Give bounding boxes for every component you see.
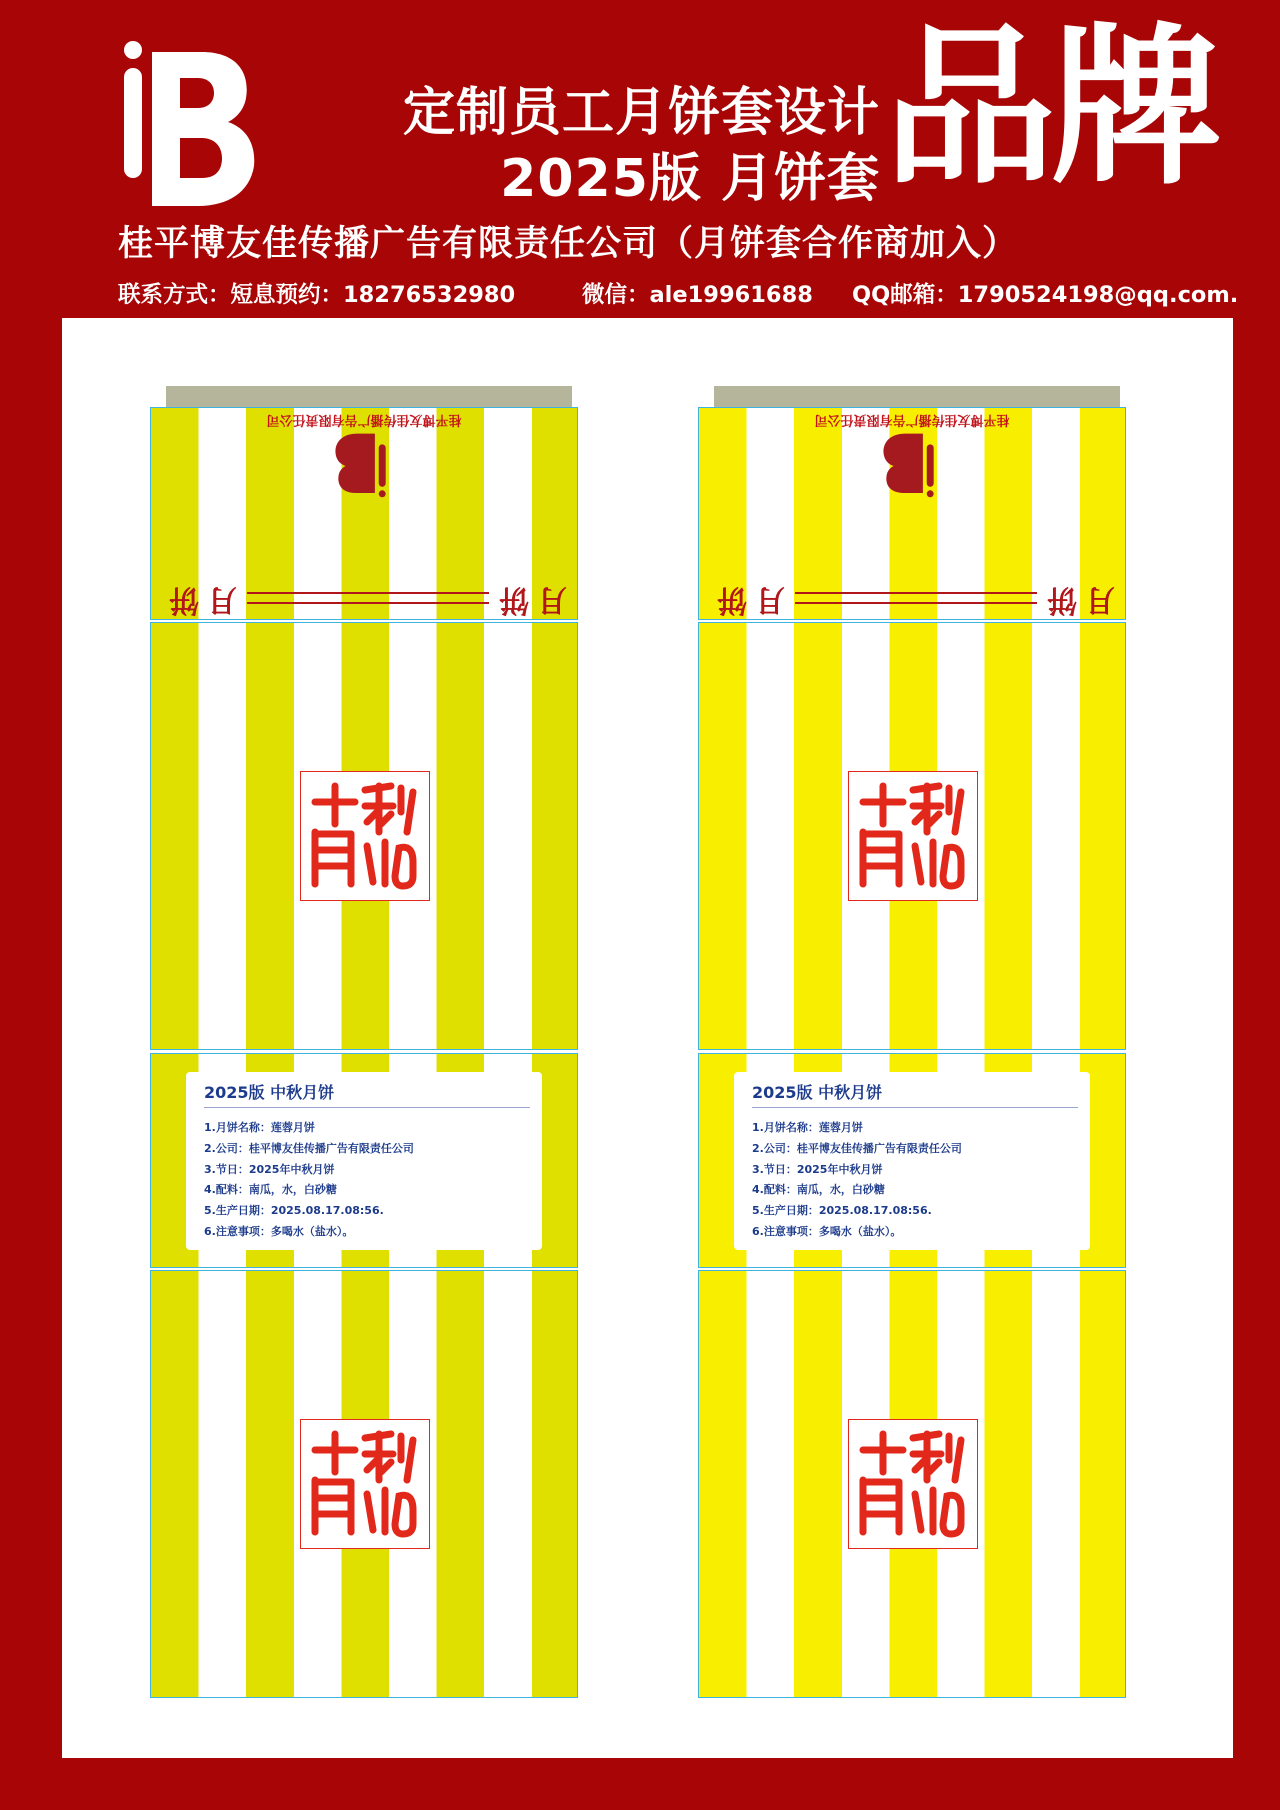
bag-info-panel — [698, 1053, 1126, 1268]
flap-rule — [247, 602, 489, 604]
info-card-title: 2025版 中秋月饼 — [752, 1080, 1078, 1108]
list-item: 4.配料：南瓜，水，白砂糖 — [752, 1183, 885, 1197]
flap-word-left: 月饼 — [709, 582, 785, 617]
header-title-line2: 2025版 月饼套 — [500, 149, 880, 209]
flap-word-right: 月饼 — [491, 582, 567, 617]
design-sheet — [62, 318, 1233, 1758]
bag-info-panel — [150, 1053, 578, 1268]
brand-logo-icon — [118, 38, 258, 206]
info-card — [186, 1072, 542, 1250]
company-banner: 桂平博友佳传播广告有限责任公司（月饼套合作商加入） — [118, 224, 1019, 264]
bag-front-panel — [698, 622, 1126, 1050]
list-item: 2.公司：桂平博友佳传播广告有限责任公司 — [204, 1141, 414, 1155]
mid-autumn-seal-icon — [848, 771, 978, 901]
list-item: 3.节日：2025年中秋月饼 — [204, 1162, 335, 1176]
list-item: 4.配料：南瓜，水，白砂糖 — [204, 1183, 337, 1197]
brand-big-text: 品牌 — [884, 7, 1216, 208]
list-item: 6.注意事项：多喝水（盐水）。 — [752, 1224, 902, 1238]
bag-back-panel — [150, 1270, 578, 1698]
mid-autumn-seal-icon — [300, 1419, 430, 1549]
info-card-title: 2025版 中秋月饼 — [204, 1080, 530, 1108]
info-card-list — [204, 1118, 414, 1243]
contact-phone: 联系方式：短息预约：18276532980 — [118, 282, 516, 308]
info-card-list — [752, 1118, 962, 1243]
list-item: 3.节日：2025年中秋月饼 — [752, 1162, 883, 1176]
bag-flap — [698, 407, 1126, 620]
bag-front-panel — [150, 622, 578, 1050]
contact-wechat: 微信：ale19961688 — [582, 282, 813, 308]
list-item: 1.月饼名称：莲蓉月饼 — [204, 1121, 315, 1134]
bag-tab — [166, 386, 572, 408]
bag-tab — [714, 386, 1120, 408]
list-item: 6.注意事项：多喝水（盐水）。 — [204, 1224, 354, 1238]
list-item: 5.生产日期：2025.08.17.08:56. — [752, 1204, 932, 1218]
list-item: 5.生产日期：2025.08.17.08:56. — [204, 1204, 384, 1218]
bag-back-panel — [698, 1270, 1126, 1698]
flap-company-text: 桂平博友佳传播广告有限责任公司 — [814, 412, 1010, 427]
flap-rule — [795, 602, 1037, 604]
flap-company-text: 桂平博友佳传播广告有限责任公司 — [266, 412, 462, 427]
flap-rule — [247, 592, 489, 594]
mid-autumn-seal-icon — [848, 1419, 978, 1549]
bag-flap — [150, 407, 578, 620]
info-card — [734, 1072, 1090, 1250]
list-item: 1.月饼名称：莲蓉月饼 — [752, 1121, 863, 1134]
header-title-line1: 定制员工月饼套设计 — [402, 83, 880, 143]
flap-logo-icon — [882, 433, 936, 499]
flap-logo-icon — [334, 433, 388, 499]
flap-rule — [795, 592, 1037, 594]
flap-word-right: 月饼 — [1039, 582, 1115, 617]
contact-email: QQ邮箱：1790524198@qq.com. — [852, 282, 1239, 308]
mid-autumn-seal-icon — [300, 771, 430, 901]
flap-word-left: 月饼 — [161, 582, 237, 617]
list-item: 2.公司：桂平博友佳传播广告有限责任公司 — [752, 1141, 962, 1155]
